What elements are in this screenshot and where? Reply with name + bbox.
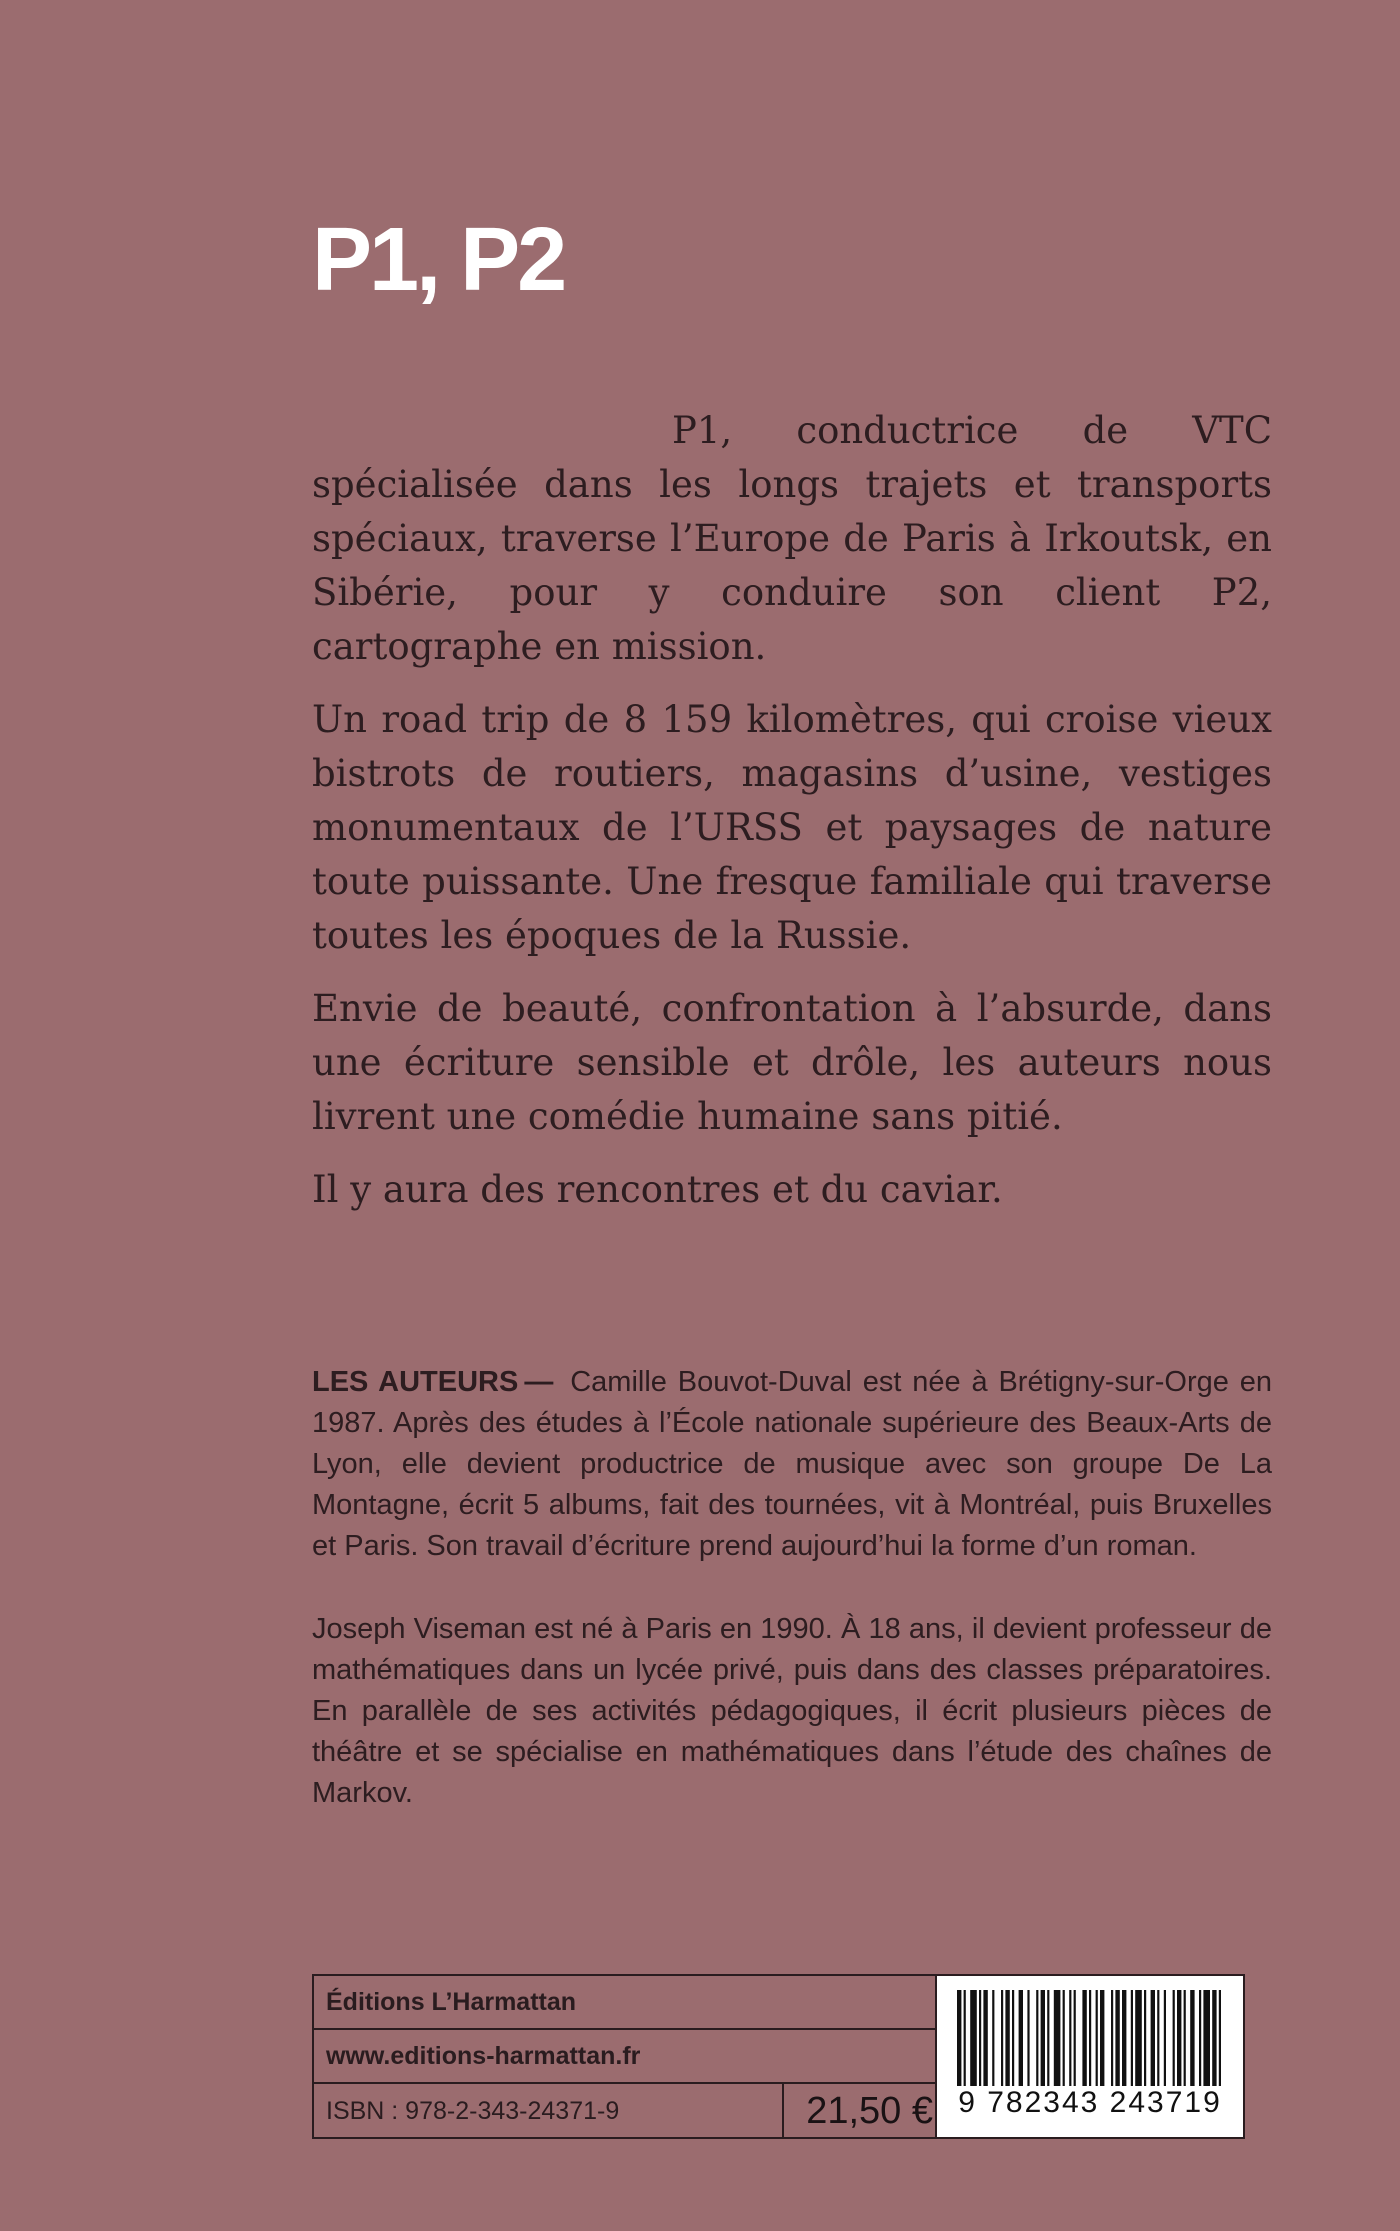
barcode-bar xyxy=(970,1990,977,2086)
blurb-paragraph: Il y aura des rencontres et du caviar. xyxy=(312,1168,1003,1211)
barcode-bar xyxy=(1047,1990,1049,2086)
barcode-digits: 9 782343 243719 xyxy=(958,2086,1222,2119)
barcode-bar xyxy=(1069,1990,1071,2086)
barcode-bar xyxy=(1177,1990,1181,2086)
barcode-bar xyxy=(1122,1990,1126,2086)
authors-heading: LES AUTEURS xyxy=(312,1366,519,1398)
blurb-paragraph: P1, conductrice de VTC spécialisée dans les longs trajets et transports spéciaux, traverse l’Europe de Paris à Irkoutsk, en Sibérie, pour y conduire son client P2, cartographe en mission. xyxy=(312,409,1272,668)
blurb-paragraph: Un road trip de 8 159 kilomètres, qui croise vieux bistrots de routiers, magasins d’usine, vestiges monumentaux de l’URSS et paysages de nature toute puissante. Une fresque familiale qui traverse toutes les époques de la Russie. xyxy=(312,698,1272,957)
barcode-bar xyxy=(1173,1990,1175,2086)
barcode-bar xyxy=(983,1990,987,2086)
barcode-bar xyxy=(1019,1990,1023,2086)
barcode-bar xyxy=(1012,1990,1014,2086)
barcode-bar xyxy=(1041,1990,1045,2086)
authors-separator: — xyxy=(524,1366,554,1398)
barcode-bars xyxy=(957,1990,1225,2086)
barcode-bar xyxy=(1111,1990,1113,2086)
isbn-price-row xyxy=(314,2084,935,2139)
barcode-bar xyxy=(1063,1990,1065,2086)
barcode-bar xyxy=(957,1990,961,2086)
barcode xyxy=(937,1974,1245,2139)
barcode-bar xyxy=(1144,1990,1146,2086)
barcode-bar xyxy=(1074,1990,1076,2086)
barcode-bar xyxy=(1082,1990,1086,2086)
author-bio-camille xyxy=(312,1362,1272,1567)
author-bio-text: Camille Bouvot-Duval est née à Brétigny-sur-Orge en 1987. Après des études à l’École nationale supérieure des Beaux-Arts de Lyon, elle devient productrice de musique avec son groupe De La Montagne, écrit 5 albums, fait des tournées, vit à Montréal, puis Bruxelles et Paris. Son travail d’écriture prend aujourd’hui la forme d’un roman. xyxy=(312,1366,1273,1562)
barcode-bar xyxy=(992,1990,994,2086)
barcode-bar xyxy=(1199,1990,1201,2086)
barcode-bar xyxy=(1157,1990,1159,2086)
barcode-bar xyxy=(1219,1990,1221,2086)
isbn: ISBN : 978-2-343-24371-9 xyxy=(326,2097,620,2125)
barcode-bar xyxy=(1036,1990,1038,2086)
website-row xyxy=(314,2030,935,2084)
barcode-bar xyxy=(1089,1990,1091,2086)
barcode-bar xyxy=(1096,1990,1098,2086)
barcode-bar xyxy=(1027,1990,1029,2086)
barcode-bar xyxy=(1212,1990,1216,2086)
blurb xyxy=(312,404,1272,1236)
barcode-bar xyxy=(1190,1990,1194,2086)
price-cell xyxy=(782,2084,939,2139)
author-bio-joseph: Joseph Viseman est né à Paris en 1990. À 18 ans, il devient professeur de mathématiques dans un lycée privé, puis dans des classes préparatoires. En parallèle de ses activités pédagogiques, il écrit plusieurs pièces de théâtre et se spécialise en mathématiques dans l’étude des chaînes de Markov. xyxy=(312,1613,1272,1809)
barcode-bar xyxy=(1054,1990,1061,2086)
barcode-bar xyxy=(1184,1990,1186,2086)
barcode-bar xyxy=(964,1990,966,2086)
publisher-row xyxy=(314,1976,935,2030)
publisher-info-box xyxy=(312,1974,937,2139)
barcode-bar xyxy=(1100,1990,1104,2086)
barcode-bar xyxy=(979,1990,981,2086)
barcode-bar xyxy=(1115,1990,1119,2086)
price: 21,50 € xyxy=(806,2090,933,2132)
barcode-bar xyxy=(1001,1990,1003,2086)
book-title: P1, P2 xyxy=(312,210,565,310)
publisher-name: Éditions L’Harmattan xyxy=(326,1988,577,2016)
barcode-bar xyxy=(1151,1990,1155,2086)
barcode-bar xyxy=(1164,1990,1166,2086)
blurb-paragraph: Envie de beauté, confrontation à l’absurde, dans une écriture sensible et drôle, les auteurs nous livrent une comédie humaine sans pitié. xyxy=(312,987,1272,1138)
publisher-website: www.editions-harmattan.fr xyxy=(326,2042,641,2070)
barcode-bar xyxy=(1135,1990,1142,2086)
barcode-bar xyxy=(1131,1990,1133,2086)
barcode-bar xyxy=(1005,1990,1009,2086)
authors-section xyxy=(312,1362,1272,1856)
barcode-bar xyxy=(1203,1990,1210,2086)
